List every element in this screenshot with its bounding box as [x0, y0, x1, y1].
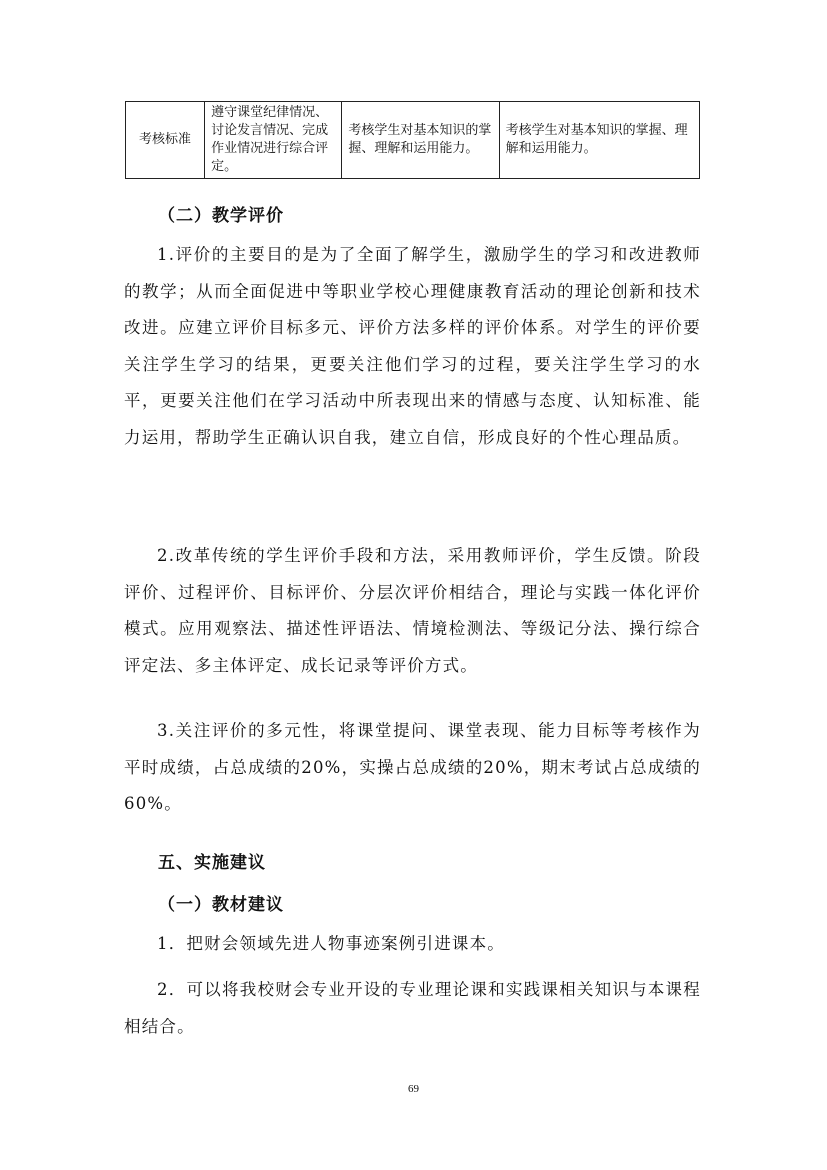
table-cell-classroom-performance: 遵守课堂纪律情况、讨论发言情况、完成作业情况进行综合评定。 — [205, 102, 342, 179]
paragraph-evaluation-diversity: 3.关注评价的多元性，将课堂提问、课堂表现、能力目标等考核作为平时成绩，占总成绩的20%，实操占总成绩的20%，期末考试占总成绩的60%。 — [124, 721, 701, 813]
section-heading-implementation: 五、实施建议 — [158, 853, 266, 873]
list-item-textbook-2: 2．可以将我校财会专业开设的专业理论课和实践课相关知识与本课程相结合。 — [124, 980, 701, 1036]
table-row — [126, 102, 700, 179]
table-row-label: 考核标准 — [126, 102, 205, 179]
paragraph-evaluation-purpose: 1.评价的主要目的是为了全面了解学生，激励学生的学习和改进教师的教学；从而全面促进中等职业学校心理健康教育活动的理论创新和技术改进。应建立评价目标多元、评价方法多样的评价体系。对学生的评价要关注学生学习的结果，更要关注他们学习的过程，要关注学生学习的水平，更要关注他们在学习活动中所表现出来的情感与态度、认知标准、能力运用，帮助学生正确认识自我，建立自信，形成良好的个性心理品质。 — [124, 245, 701, 447]
subsection-heading-textbook: （一）教材建议 — [158, 895, 284, 915]
paragraph-evaluation-reform: 2.改革传统的学生评价手段和方法，采用教师评价，学生反馈。阶段评价、过程评价、目标评价、分层次评价相结合，理论与实践一体化评价模式。应用观察法、描述性评语法、情境检测法、等级记分法、操行综合评定法、多主体评定、成长记录等评价方式。 — [124, 546, 701, 675]
page-number: 69 — [408, 1083, 419, 1095]
section-heading-teaching-evaluation: （二）教学评价 — [158, 206, 284, 226]
list-item-textbook-1: 1．把财会领域先进人物事迹案例引进课本。 — [157, 934, 505, 953]
table-cell-knowledge-assessment-final: 考核学生对基本知识的掌握、理解和运用能力。 — [499, 102, 699, 179]
assessment-standard-table — [125, 101, 700, 179]
table-cell-knowledge-assessment: 考核学生对基本知识的掌握、理解和运用能力。 — [342, 102, 499, 179]
